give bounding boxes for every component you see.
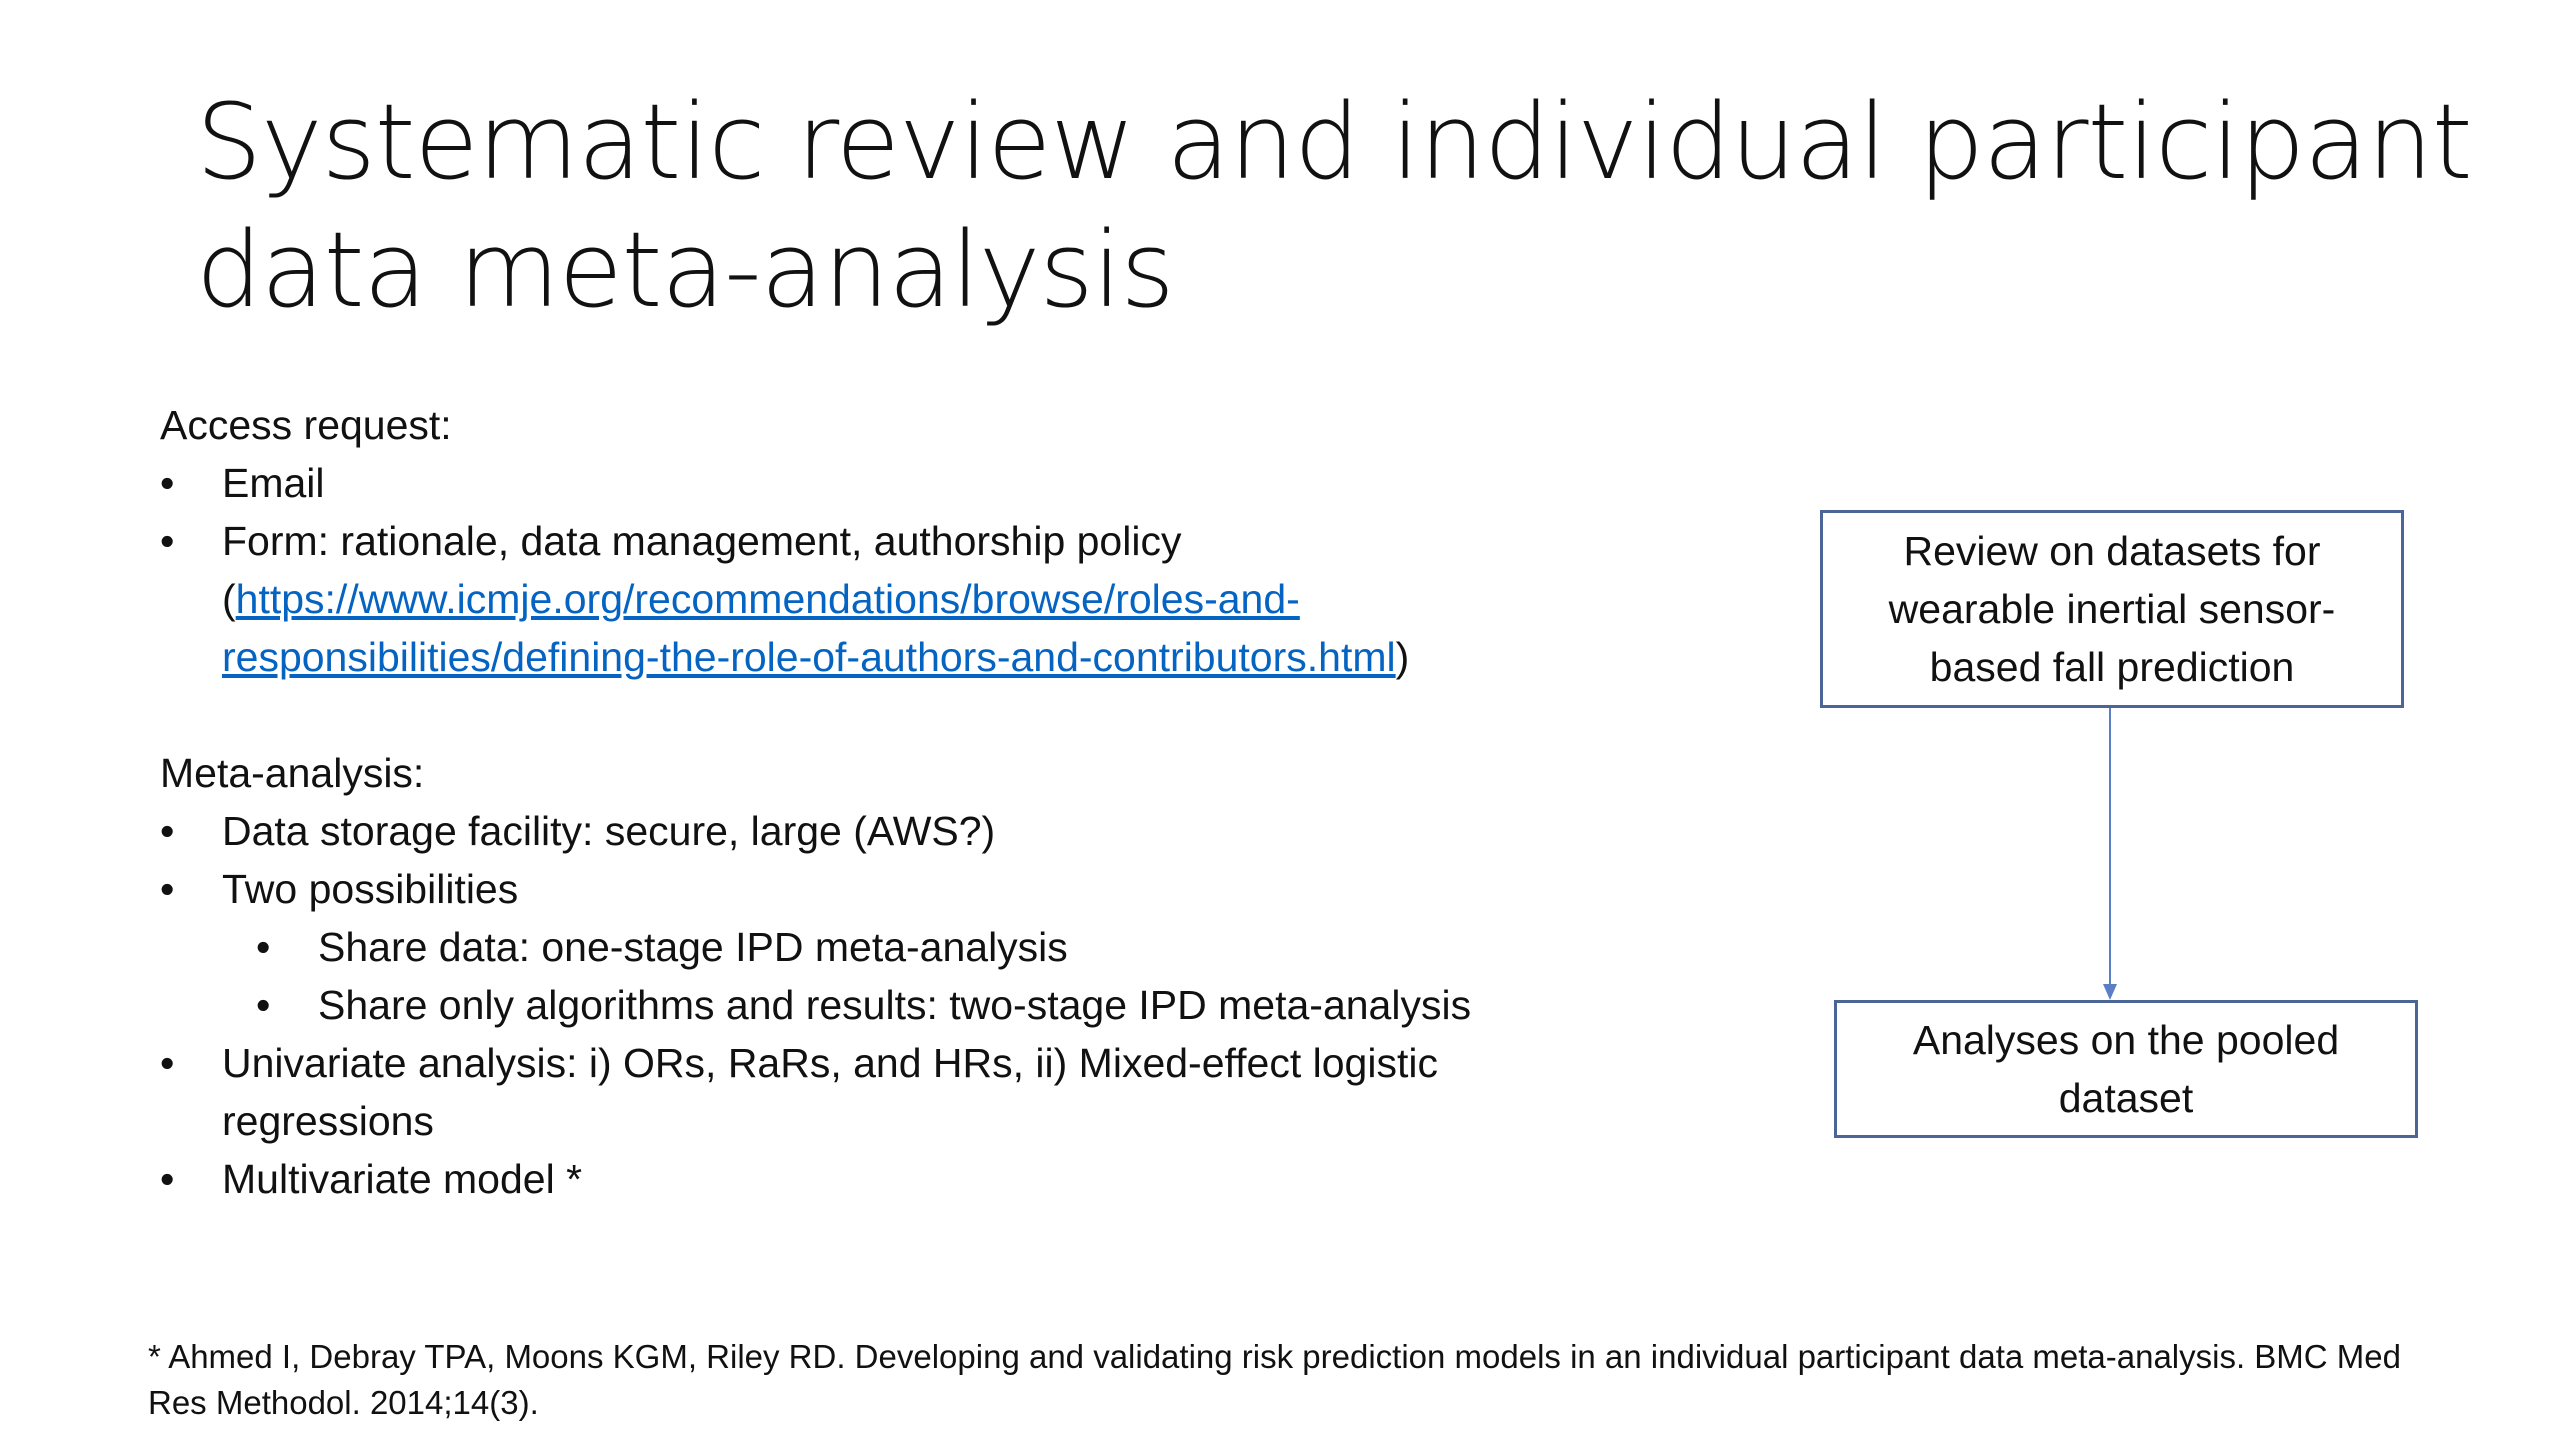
flow-box-review-text: Review on datasets for wearable inertial sensor-based fall prediction — [1888, 528, 2336, 690]
bullet-multivariate-text: Multivariate model * — [222, 1156, 583, 1202]
bullet-form-text: Form: rationale, data management, authorship policy — [222, 518, 1182, 564]
form-link-line-1 — [160, 570, 1680, 628]
icmje-link-part-1[interactable]: https://www.icmje.org/recommendations/browse/roles-and- — [235, 576, 1300, 622]
title-line-1: Systematic review and individual participant — [196, 81, 2472, 203]
bullet-dot: • — [160, 866, 175, 912]
icmje-link-part-2[interactable]: responsibilities/defining-the-role-of-authors-and-contributors.html — [222, 634, 1396, 680]
bullet-multivariate — [160, 1150, 1680, 1208]
bullet-dot: • — [160, 1040, 175, 1086]
footnote-reference — [148, 1334, 2508, 1426]
footnote-line-1: * Ahmed I, Debray TPA, Moons KGM, Riley RD. Developing and validating risk prediction models in an individual participant data meta-analysis. BMC Med — [148, 1338, 2401, 1375]
univariate-continuation: regressions — [222, 1098, 434, 1144]
flow-arrow — [2100, 708, 2120, 1000]
spacer — [160, 686, 1680, 744]
bullet-dot: • — [256, 924, 271, 970]
bullet-dot: • — [256, 982, 271, 1028]
bullet-univariate-text: Univariate analysis: i) ORs, RaRs, and HRs, ii) Mixed-effect logistic — [222, 1040, 1438, 1086]
form-link-line-2 — [160, 628, 1680, 686]
bullet-dot: • — [160, 808, 175, 854]
bullet-storage — [160, 802, 1680, 860]
access-heading: Access request: — [160, 402, 452, 448]
slide-title — [196, 78, 2496, 334]
bullet-dot: • — [160, 460, 175, 506]
bullet-storage-text: Data storage facility: secure, large (AWS?) — [222, 808, 996, 854]
sub-bullet-share-algorithms — [160, 976, 1680, 1034]
bullet-two-text: Two possibilities — [222, 866, 519, 912]
sub-bullet-share-data — [160, 918, 1680, 976]
meta-heading: Meta-analysis: — [160, 750, 425, 796]
bullet-two-possibilities — [160, 860, 1680, 918]
flow-box-review — [1820, 510, 2404, 708]
link-close-paren: ) — [1395, 634, 1410, 680]
slide-body — [160, 396, 1680, 1208]
bullet-dot: • — [160, 1156, 175, 1202]
flow-box-analyses-text: Analyses on the pooled dataset — [1912, 1017, 2340, 1121]
bullet-form — [160, 512, 1680, 570]
sub-algorithms-text: Share only algorithms and results: two-stage IPD meta-analysis — [318, 982, 1472, 1028]
bullet-univariate — [160, 1034, 1680, 1092]
link-open-paren: ( — [222, 576, 236, 622]
sub-share-text: Share data: one-stage IPD meta-analysis — [318, 924, 1068, 970]
footnote-line-2: Res Methodol. 2014;14(3). — [148, 1384, 539, 1421]
bullet-email — [160, 454, 1680, 512]
bullet-dot: • — [160, 518, 175, 564]
title-line-2: data meta-analysis — [196, 209, 1174, 331]
bullet-email-text: Email — [222, 460, 325, 506]
flow-box-analyses — [1834, 1000, 2418, 1138]
